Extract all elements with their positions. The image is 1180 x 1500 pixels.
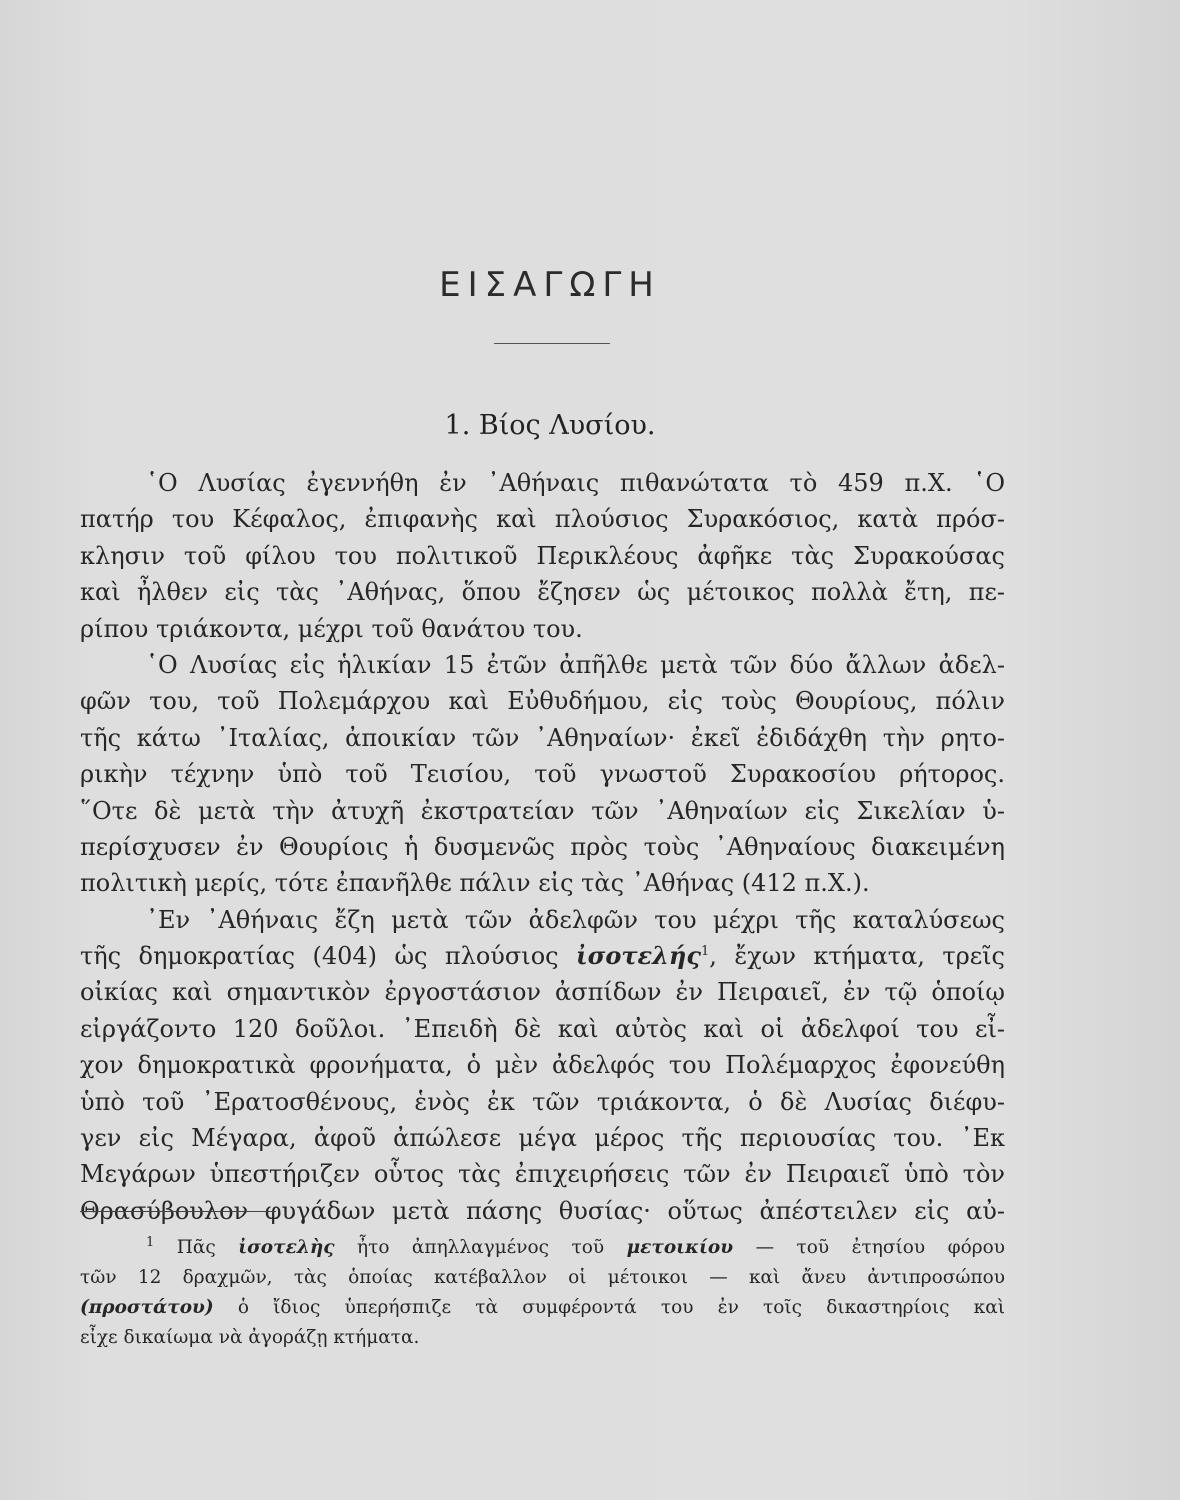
text-line: τῆς κάτω ᾿Ιταλίας, ἀποικίαν τῶν ᾿Αθηναίων· ἐκεῖ ἐδιδάχθη τὴν ρητο- xyxy=(80,723,1005,752)
text-line: κλησιν τοῦ φίλου του πολιτικοῦ Περικλέους ἀφῆκε τὰς Συρακούσας xyxy=(80,541,1005,570)
text-line: ᾿Εν ᾿Αθήναις ἔζη μετὰ τῶν ἀδελφῶν του μέχρι τῆς καταλύσεως xyxy=(146,905,1005,934)
footnote-line xyxy=(80,1293,1005,1323)
text-line xyxy=(80,938,1005,974)
text-line: πολιτικὴ μερίς, τότε ἐπανῆλθε πάλιν εἰς τὰς ᾿Αθήνας (412 π.Χ.). xyxy=(80,869,870,898)
text-span: — τοῦ ἐτησίου φόρου xyxy=(755,1237,1005,1258)
text-line: πατήρ του Κέφαλος, ἐπιφανὴς καὶ πλούσιος Συρακόσιος, κατὰ πρόσ- xyxy=(80,505,1005,534)
section-heading: 1. Βίος Λυσίου. xyxy=(444,410,656,441)
text-line: καὶ ἦλθεν εἰς τὰς ᾿Αθήνας, ὅπου ἔζησεν ὡς μέτοικος πολλὰ ἔτη, πε- xyxy=(80,578,1005,607)
emphasized-term: ἰσοτελὴς xyxy=(238,1237,335,1258)
body-text xyxy=(80,465,1005,1229)
text-span: ἦτο ἀπηλλαγμένος τοῦ xyxy=(357,1237,605,1258)
text-span: , ἔχων κτήματα, τρεῖς xyxy=(709,942,1005,971)
text-line: περίσχυσεν ἐν Θουρίοις ἡ δυσμενῶς πρὸς τοὺς ᾿Αθηναίους διακειμένη xyxy=(80,832,1005,861)
text-line: γεν εἰς Μέγαρα, ἀφοῦ ἀπώλεσε μέγα μέρος τῆς περιουσίας του. ᾿Εκ xyxy=(80,1124,1005,1153)
text-line: φῶν του, τοῦ Πολεμάρχου καὶ Εὐθυδήμου, εἰς τοὺς Θουρίους, πόλιν xyxy=(80,687,1005,716)
text-span: ὁ ἴδιος ὑπερήσπιζε τὰ συμφέροντά του ἐν τοῖς δικαστηρίοις καὶ xyxy=(237,1297,1005,1318)
footnote-ref[interactable]: 1 xyxy=(700,944,710,960)
text-line: χον δημοκρατικὰ φρονήματα, ὁ μὲν ἀδελφός του Πολέμαρχος ἐφονεύθη xyxy=(80,1051,1005,1080)
emphasized-term: ἰσοτελής xyxy=(576,941,701,971)
text-line: Θρασύβουλον φυγάδων μετὰ πάσης θυσίας· οὕτως ἀπέστειλεν εἰς αὐ- xyxy=(80,1196,1005,1225)
footnote-line xyxy=(80,1233,1005,1263)
emphasized-term: μετοικίου xyxy=(626,1237,734,1258)
chapter-title: ΕΙΣΑΓΩΓΗ xyxy=(439,265,661,305)
text-line: οἰκίας καὶ σημαντικὸν ἐργοστάσιον ἀσπίδων ἐν Πειραιεῖ, ἐν τῷ ὁποίῳ xyxy=(80,978,1005,1007)
text-line: ῞Οτε δὲ μετὰ τὴν ἀτυχῆ ἐκστρατείαν τῶν ᾿Αθηναίων εἰς Σικελίαν ὑ- xyxy=(80,796,1005,825)
emphasized-term: (προστάτου) xyxy=(80,1297,214,1318)
title-divider xyxy=(494,343,610,344)
text-line: ρίπου τριάκοντα, μέχρι τοῦ θανάτου του. xyxy=(80,614,583,643)
footnote-line: τῶν 12 δραχμῶν, τὰς ὁποίας κατέβαλλον οἱ μέτοικοι — καὶ ἄνευ ἀντιπροσώπου xyxy=(80,1267,1005,1288)
footnote-divider xyxy=(80,1211,276,1212)
footnotes xyxy=(80,1233,1005,1353)
footnote-number: 1 xyxy=(146,1234,155,1250)
text-line: εἰργάζοντο 120 δοῦλοι. ᾿Επειδὴ δὲ καὶ αὐτὸς καὶ οἱ ἀδελφοί του εἶ- xyxy=(80,1014,1005,1043)
text-line: ὑπὸ τοῦ ᾿Ερατοσθένους, ἑνὸς ἐκ τῶν τριάκοντα, ὁ δὲ Λυσίας διέφυ- xyxy=(80,1087,1005,1116)
text-line: ῾Ο Λυσίας ἐγεννήθη ἐν ᾿Αθήναις πιθανώτατα τὸ 459 π.Χ. ῾Ο xyxy=(146,469,1005,497)
text-line: ρικὴν τέχνην ὑπὸ τοῦ Τεισίου, τοῦ γνωστοῦ Συρακοσίου ρήτορος. xyxy=(80,760,1005,789)
text-line: Μεγάρων ὑπεστήριζεν οὗτος τὰς ἐπιχειρήσεις τῶν ἐν Πειραιεῖ ὑπὸ τὸν xyxy=(80,1160,1005,1189)
text-span: Πᾶς xyxy=(176,1237,216,1258)
footnote-line: εἶχε δικαίωμα νὰ ἀγοράζῃ κτήματα. xyxy=(80,1327,420,1348)
text-span: τῆς δημοκρατίας (404) ὡς πλούσιος xyxy=(80,942,559,971)
text-line: ῾Ο Λυσίας εἰς ἡλικίαν 15 ἐτῶν ἀπῆλθε μετὰ τῶν δύο ἄλλων ἀδελ- xyxy=(146,650,1005,679)
